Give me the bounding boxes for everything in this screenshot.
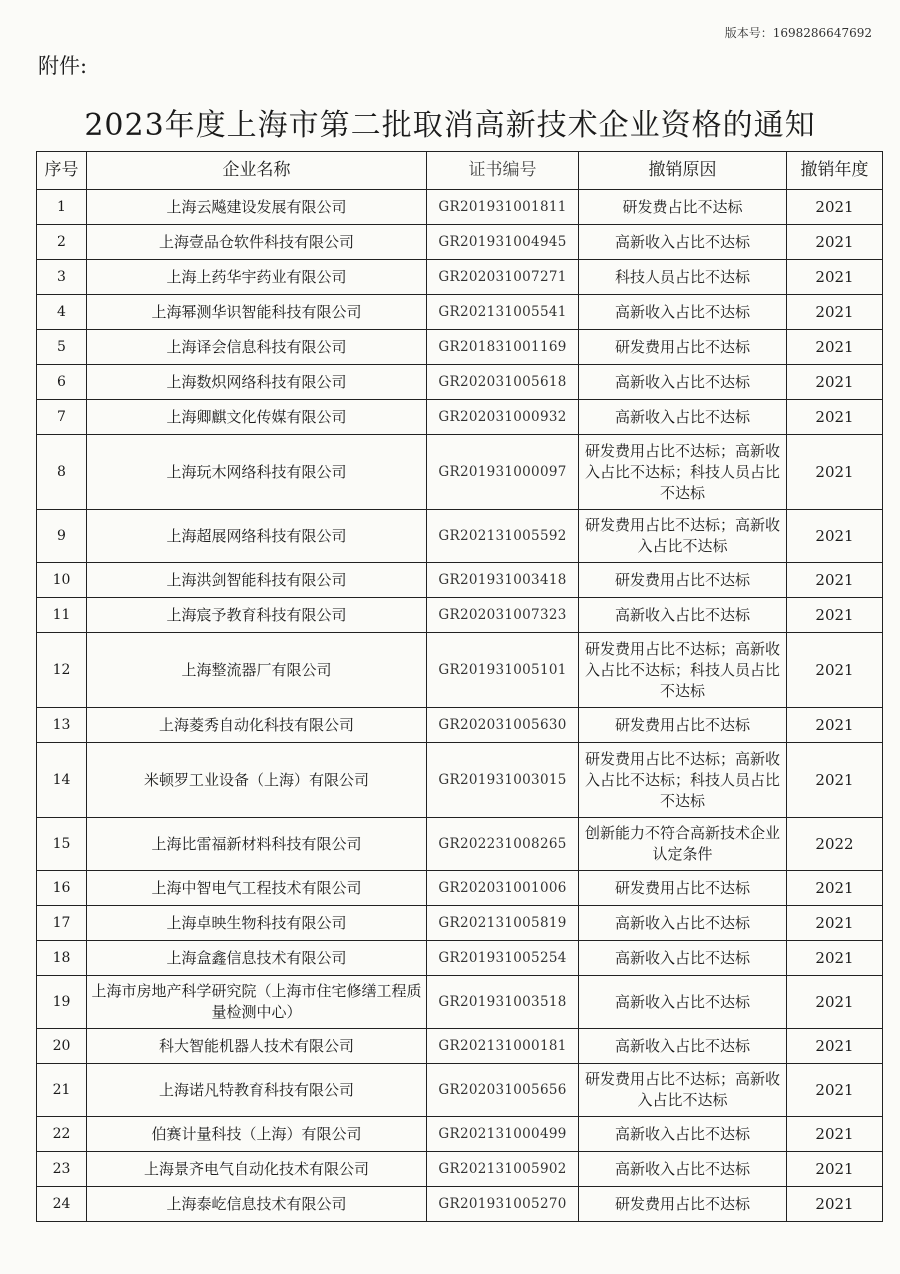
revocation-reason: 研发费用占比不达标；高新收入占比不达标；科技人员占比不达标 bbox=[579, 743, 787, 818]
certificate-number: GR201831001169 bbox=[427, 330, 579, 365]
revocation-year: 2021 bbox=[787, 1117, 883, 1152]
header-year: 撤销年度 bbox=[787, 152, 883, 190]
version-number: 版本号：1698286647692 bbox=[724, 26, 872, 40]
revocation-year: 2021 bbox=[787, 598, 883, 633]
revocation-year: 2021 bbox=[787, 510, 883, 563]
revocation-year: 2021 bbox=[787, 563, 883, 598]
table-row bbox=[37, 1029, 883, 1064]
company-name: 伯赛计量科技（上海）有限公司 bbox=[87, 1117, 427, 1152]
row-index: 14 bbox=[37, 743, 87, 818]
header-cert: 证书编号 bbox=[427, 152, 579, 190]
row-index: 16 bbox=[37, 871, 87, 906]
revocation-year: 2021 bbox=[787, 260, 883, 295]
table-row bbox=[37, 941, 883, 976]
row-index: 2 bbox=[37, 225, 87, 260]
table-row bbox=[37, 1187, 883, 1222]
row-index: 11 bbox=[37, 598, 87, 633]
row-index: 12 bbox=[37, 633, 87, 708]
revocation-reason: 高新收入占比不达标 bbox=[579, 598, 787, 633]
company-name: 上海上药华宇药业有限公司 bbox=[87, 260, 427, 295]
certificate-number: GR202131005541 bbox=[427, 295, 579, 330]
revocation-reason: 研发费用占比不达标；高新收入占比不达标；科技人员占比不达标 bbox=[579, 633, 787, 708]
revocation-reason: 科技人员占比不达标 bbox=[579, 260, 787, 295]
company-name: 科大智能机器人技术有限公司 bbox=[87, 1029, 427, 1064]
revocation-year: 2021 bbox=[787, 708, 883, 743]
revocation-reason: 高新收入占比不达标 bbox=[579, 976, 787, 1029]
certificate-number: GR202031005656 bbox=[427, 1064, 579, 1117]
table-row bbox=[37, 906, 883, 941]
table-row bbox=[37, 225, 883, 260]
table-row bbox=[37, 976, 883, 1029]
table-row bbox=[37, 1152, 883, 1187]
revocation-year: 2021 bbox=[787, 743, 883, 818]
company-name: 上海超展网络科技有限公司 bbox=[87, 510, 427, 563]
company-name: 上海卓映生物科技有限公司 bbox=[87, 906, 427, 941]
revocation-year: 2021 bbox=[787, 976, 883, 1029]
revocation-reason: 研发费用占比不达标；高新收入占比不达标 bbox=[579, 1064, 787, 1117]
table-row bbox=[37, 563, 883, 598]
revocation-reason: 研发费占比不达标 bbox=[579, 190, 787, 225]
company-name: 上海诺凡特教育科技有限公司 bbox=[87, 1064, 427, 1117]
company-name: 上海菱秀自动化科技有限公司 bbox=[87, 708, 427, 743]
row-index: 8 bbox=[37, 435, 87, 510]
table-row bbox=[37, 510, 883, 563]
company-name: 上海幂测华识智能科技有限公司 bbox=[87, 295, 427, 330]
row-index: 23 bbox=[37, 1152, 87, 1187]
row-index: 3 bbox=[37, 260, 87, 295]
attachment-label: 附件: bbox=[38, 54, 88, 78]
company-name: 米顿罗工业设备（上海）有限公司 bbox=[87, 743, 427, 818]
certificate-number: GR202231008265 bbox=[427, 818, 579, 871]
row-index: 18 bbox=[37, 941, 87, 976]
revocation-year: 2021 bbox=[787, 906, 883, 941]
revocation-reason: 高新收入占比不达标 bbox=[579, 365, 787, 400]
revocation-reason: 研发费用占比不达标；高新收入占比不达标；科技人员占比不达标 bbox=[579, 435, 787, 510]
certificate-number: GR202031005618 bbox=[427, 365, 579, 400]
company-name: 上海盒鑫信息技术有限公司 bbox=[87, 941, 427, 976]
certificate-number: GR202131005592 bbox=[427, 510, 579, 563]
row-index: 20 bbox=[37, 1029, 87, 1064]
certificate-number: GR201931005254 bbox=[427, 941, 579, 976]
revocation-reason: 高新收入占比不达标 bbox=[579, 400, 787, 435]
table-row bbox=[37, 190, 883, 225]
certificate-number: GR201931001811 bbox=[427, 190, 579, 225]
revocation-reason: 研发费用占比不达标 bbox=[579, 563, 787, 598]
header-reason: 撤销原因 bbox=[579, 152, 787, 190]
row-index: 15 bbox=[37, 818, 87, 871]
table-row bbox=[37, 818, 883, 871]
revocation-reason: 高新收入占比不达标 bbox=[579, 1152, 787, 1187]
certificate-number: GR201931005101 bbox=[427, 633, 579, 708]
company-name: 上海卿麒文化传媒有限公司 bbox=[87, 400, 427, 435]
certificate-number: GR202131005902 bbox=[427, 1152, 579, 1187]
revocation-reason: 研发费用占比不达标 bbox=[579, 871, 787, 906]
revocation-reason: 研发费用占比不达标 bbox=[579, 1187, 787, 1222]
revocation-year: 2021 bbox=[787, 1064, 883, 1117]
certificate-number: GR202131000499 bbox=[427, 1117, 579, 1152]
company-name: 上海中智电气工程技术有限公司 bbox=[87, 871, 427, 906]
certificate-number: GR202131000181 bbox=[427, 1029, 579, 1064]
table-row bbox=[37, 295, 883, 330]
company-name: 上海译会信息科技有限公司 bbox=[87, 330, 427, 365]
revocation-reason: 高新收入占比不达标 bbox=[579, 1117, 787, 1152]
table-row bbox=[37, 633, 883, 708]
revocation-reason: 研发费用占比不达标 bbox=[579, 708, 787, 743]
revocation-year: 2021 bbox=[787, 1152, 883, 1187]
revocation-year: 2021 bbox=[787, 400, 883, 435]
certificate-number: GR202131005819 bbox=[427, 906, 579, 941]
table-row bbox=[37, 1117, 883, 1152]
certificate-number: GR201931003518 bbox=[427, 976, 579, 1029]
revocation-reason: 研发费用占比不达标；高新收入占比不达标 bbox=[579, 510, 787, 563]
revocation-year: 2021 bbox=[787, 190, 883, 225]
table-row bbox=[37, 708, 883, 743]
certificate-number: GR201931005270 bbox=[427, 1187, 579, 1222]
certificate-number: GR201931000097 bbox=[427, 435, 579, 510]
revocation-reason: 创新能力不符合高新技术企业认定条件 bbox=[579, 818, 787, 871]
table-row bbox=[37, 598, 883, 633]
certificate-number: GR202031005630 bbox=[427, 708, 579, 743]
company-name: 上海泰屹信息技术有限公司 bbox=[87, 1187, 427, 1222]
table-row bbox=[37, 435, 883, 510]
company-name: 上海洪剑智能科技有限公司 bbox=[87, 563, 427, 598]
company-name: 上海玩木网络科技有限公司 bbox=[87, 435, 427, 510]
row-index: 13 bbox=[37, 708, 87, 743]
certificate-number: GR202031000932 bbox=[427, 400, 579, 435]
revocation-year: 2021 bbox=[787, 1187, 883, 1222]
revocation-reason: 研发费用占比不达标 bbox=[579, 330, 787, 365]
row-index: 19 bbox=[37, 976, 87, 1029]
row-index: 10 bbox=[37, 563, 87, 598]
table-row bbox=[37, 871, 883, 906]
revocation-year: 2021 bbox=[787, 633, 883, 708]
company-name: 上海数炽网络科技有限公司 bbox=[87, 365, 427, 400]
company-name: 上海比雷福新材料科技有限公司 bbox=[87, 818, 427, 871]
document-title: 2023年度上海市第二批取消高新技术企业资格的通知 bbox=[84, 108, 816, 143]
revocation-year: 2021 bbox=[787, 871, 883, 906]
row-index: 5 bbox=[37, 330, 87, 365]
company-name: 上海市房地产科学研究院（上海市住宅修缮工程质量检测中心） bbox=[87, 976, 427, 1029]
revocation-year: 2021 bbox=[787, 225, 883, 260]
row-index: 22 bbox=[37, 1117, 87, 1152]
certificate-number: GR202031001006 bbox=[427, 871, 579, 906]
revocation-reason: 高新收入占比不达标 bbox=[579, 906, 787, 941]
revocation-year: 2021 bbox=[787, 941, 883, 976]
row-index: 21 bbox=[37, 1064, 87, 1117]
header-index: 序号 bbox=[37, 152, 87, 190]
table-row bbox=[37, 330, 883, 365]
revocation-year: 2021 bbox=[787, 365, 883, 400]
certificate-number: GR202031007323 bbox=[427, 598, 579, 633]
table-row bbox=[37, 1064, 883, 1117]
certificate-number: GR201931003015 bbox=[427, 743, 579, 818]
revocation-reason: 高新收入占比不达标 bbox=[579, 941, 787, 976]
table-row bbox=[37, 260, 883, 295]
company-name: 上海宸予教育科技有限公司 bbox=[87, 598, 427, 633]
certificate-number: GR202031007271 bbox=[427, 260, 579, 295]
row-index: 9 bbox=[37, 510, 87, 563]
table-row bbox=[37, 743, 883, 818]
revocation-reason: 高新收入占比不达标 bbox=[579, 1029, 787, 1064]
company-name: 上海壹品仓软件科技有限公司 bbox=[87, 225, 427, 260]
revocation-table bbox=[36, 151, 883, 1222]
row-index: 7 bbox=[37, 400, 87, 435]
revocation-year: 2022 bbox=[787, 818, 883, 871]
certificate-number: GR201931004945 bbox=[427, 225, 579, 260]
table-row bbox=[37, 365, 883, 400]
revocation-year: 2021 bbox=[787, 1029, 883, 1064]
company-name: 上海整流器厂有限公司 bbox=[87, 633, 427, 708]
row-index: 4 bbox=[37, 295, 87, 330]
certificate-number: GR201931003418 bbox=[427, 563, 579, 598]
company-name: 上海景齐电气自动化技术有限公司 bbox=[87, 1152, 427, 1187]
table-header-row bbox=[37, 152, 883, 190]
revocation-reason: 高新收入占比不达标 bbox=[579, 225, 787, 260]
table-row bbox=[37, 400, 883, 435]
company-name: 上海云飚建设发展有限公司 bbox=[87, 190, 427, 225]
row-index: 6 bbox=[37, 365, 87, 400]
revocation-reason: 高新收入占比不达标 bbox=[579, 295, 787, 330]
revocation-year: 2021 bbox=[787, 330, 883, 365]
header-company: 企业名称 bbox=[87, 152, 427, 190]
revocation-year: 2021 bbox=[787, 435, 883, 510]
row-index: 1 bbox=[37, 190, 87, 225]
revocation-year: 2021 bbox=[787, 295, 883, 330]
row-index: 17 bbox=[37, 906, 87, 941]
row-index: 24 bbox=[37, 1187, 87, 1222]
